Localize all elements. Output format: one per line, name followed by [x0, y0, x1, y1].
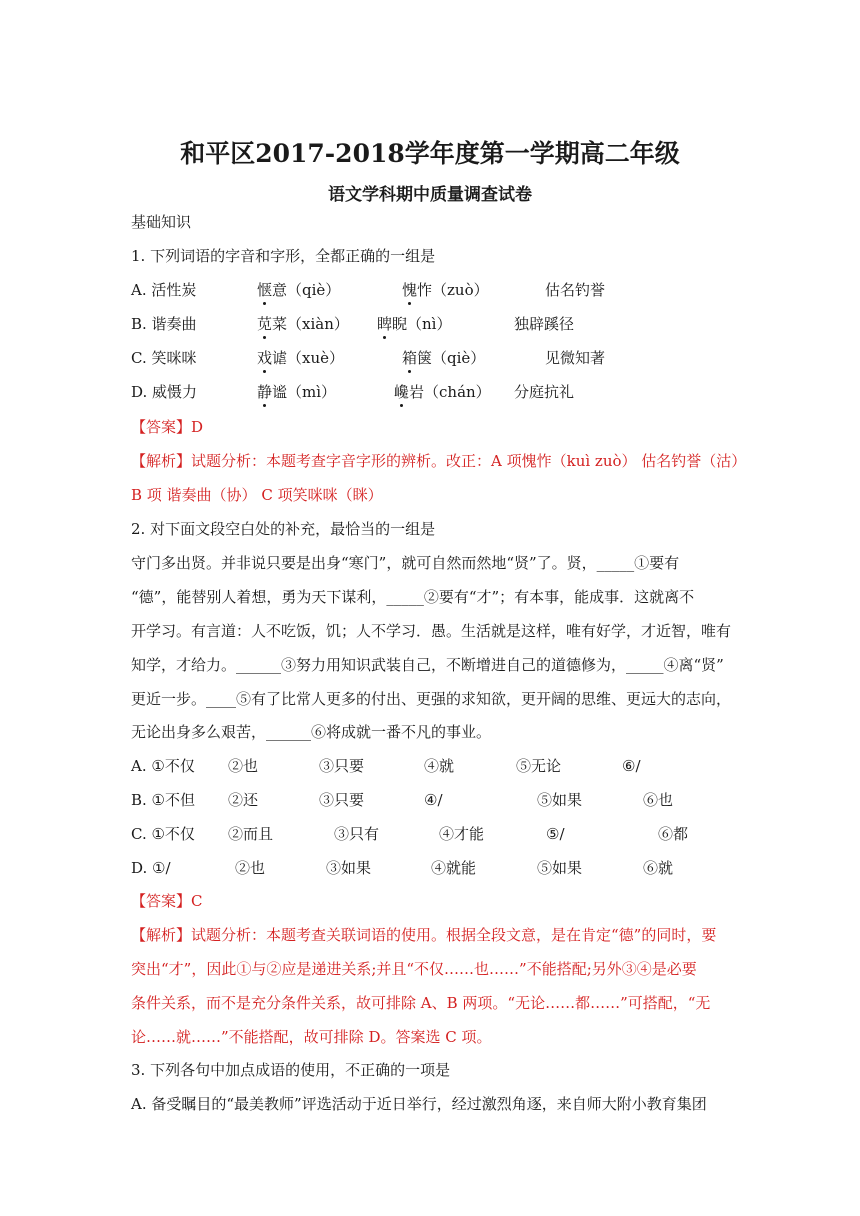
- q2-answer: 【答案】C: [131, 892, 203, 910]
- q3-stem: 3. 下列各句中加点成语的使用，不正确的一项是: [131, 1061, 451, 1079]
- q2-analysis-line: 条件关系，而不是充分条件关系，故可排除 A、B 两项。“无论……都……”可搭配，“无: [131, 994, 711, 1012]
- q2-passage-line: 无论出身多么艰苦，______⑥将成就一番不凡的事业。: [131, 723, 492, 741]
- exam-subtitle: 语文学科期中质量调查试卷: [328, 185, 532, 205]
- q1-answer: 【答案】D: [131, 418, 204, 436]
- q2-analysis-line: 【解析】试题分析：本题考查关联词语的使用。根据全段文意，是在肯定“德”的同时，要: [131, 926, 717, 944]
- q2-passage-line: 更近一步。____⑤有了比常人更多的付出、更强的求知欲，更开阔的思维、更远大的志向，: [131, 690, 732, 708]
- q1-stem: 1. 下列词语的字音和字形，全都正确的一组是: [131, 247, 436, 265]
- q2-analysis-line: 论……就……”不能搭配，故可排除 D。答案选 C 项。: [131, 1028, 492, 1046]
- q2-passage-line: 知学，才给力。______③努力用知识武装自己，不断增进自己的道德修为，_____④离“贤”: [131, 656, 724, 674]
- section-heading: 基础知识: [131, 213, 192, 231]
- q1-analysis-line-2: B 项 谐奏曲（协） C 项笑咪咪（眯）: [131, 486, 383, 504]
- exam-title: 和平区2017-2018学年度第一学期高二年级: [180, 139, 680, 168]
- q2-analysis-line: 突出“才”，因此①与②应是递进关系;并且“不仅……也……”不能搭配;另外③④是必要: [131, 960, 697, 978]
- q1-analysis-line-1: 【解析】试题分析：本题考查字音字形的辨析。改正：A 项愧怍（kuì zuò） 估名钓誉（沽）: [131, 452, 747, 470]
- q2-passage-line: 守门多出贤。并非说只要是出身“寒门”，就可自然而然地“贤”了。贤，_____①要有: [131, 554, 680, 572]
- document-page: 和平区2017-2018学年度第一学期高二年级 语文学科期中质量调查试卷 基础知识 1. 下列词语的字音和字形，全都正确的一组是 A. 活性炭 惬意（qiè） 愧怍（zuò） 估名钓誉 B. 谐奏曲 苋菜（xiàn） 睥睨（nì） 独辟蹊径 C. 笑咪咪 戏谑（xuè） 箱箧（qiè） 见微知著 D. 威慑力 静谧（mì） 巉岩（chán） 分庭抗礼 【答案】D 【解析】试题分析：本题考查字音字形的辨析。改正：A 项愧怍（kuì zuò） 估名钓誉（沽） B 项 谐奏曲（协） C 项笑咪咪（眯） 2. 对下面文段空白处的补充，最恰当的一组是 守门多出贤。并非说只要是出身“寒门”，就可自然而然地“贤”了。贤，_____①要有 “德”，能替别人着想，勇为天下谋利，_____②要有“才”；有本事，能成事．这就离不 开学习。有言道：人不吃饭，饥；人不学习．愚。生活就是这样，唯有好学，才近智，唯有 知学，才给力。______③努力用知识武装自己，不断增进自己的道德修为，_____④离“贤” 更近一步。____⑤有了比常人更多的付出、更强的求知欲，更开阔的思维、更远大的志向， 无论出身多么艰苦，______⑥将成就一番不凡的事业。 A. ①不仅 ②也 ③只要 ④就 ⑤无论 ⑥/ B. ①不但 ②还 ③只要 ④/ ⑤如果 ⑥也 C. ①不仅 ②而且 ③只有 ④才能 ⑤/ ⑥都 D. ①/ ②也 ③如果 ④就能 ⑤如果 ⑥就 【答案】C 【解析】试题分析：本题考查关联词语的使用。根据全段文意，是在肯定“德”的同时，要 突出“才”，因此①与②应是递进关系;并且“不仅……也……”不能搭配;另外③④是必要 条件关系，而不是充分条件关系，故可排除 A、B 两项。“无论……都……”可搭配，“无 论……就……”不能搭配，故可排除 D。答案选 C 项。 3. 下列各句中加点成语的使用，不正确的一项是 A. 备受瞩目的“最美教师”评选活动于近日举行，经过激烈角逐，来自师大附小教育集团: [0, 0, 860, 1216]
- q2-passage-line: 开学习。有言道：人不吃饭，饥；人不学习．愚。生活就是这样，唯有好学，才近智，唯有: [131, 622, 732, 640]
- q2-passage-line: “德”，能替别人着想，勇为天下谋利，_____②要有“才”；有本事，能成事．这就离不: [131, 588, 695, 606]
- q3-option-a: A. 备受瞩目的“最美教师”评选活动于近日举行，经过激烈角逐，来自师大附小教育集团: [131, 1095, 707, 1113]
- q2-stem: 2. 对下面文段空白处的补充，最恰当的一组是: [131, 520, 436, 538]
